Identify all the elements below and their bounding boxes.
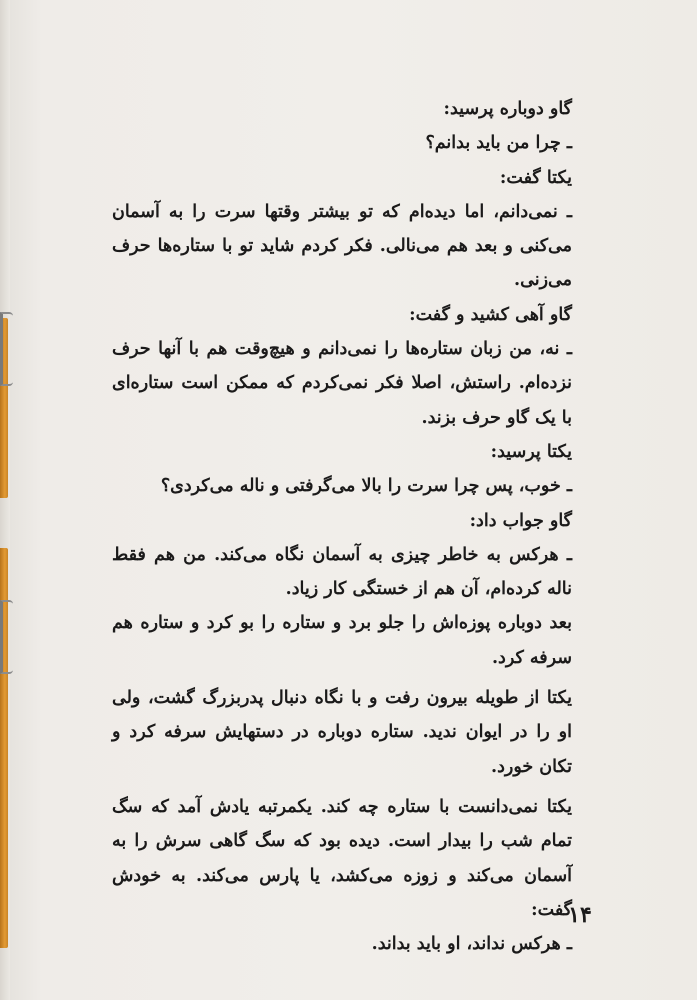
page-number: ۱۴ <box>568 902 592 928</box>
paragraph: یکتا از طویله بیرون رفت و با نگاه دنبال پدربزرگ گشت، ولی او را در ایوان ندید. ستاره دوباره در دستهایش سرفه کرد و تکان خورد. <box>112 688 572 777</box>
paragraph: یکتا پرسید: <box>490 441 572 462</box>
paragraph: ـ نمی‌دانم، اما دیده‌ام که تو بیشتر وقتها سرت را به آسمان می‌کنی و بعد هم می‌نالی. فکر کردم شاید تو با ستاره‌ها حرف می‌زنی. <box>112 201 572 291</box>
paragraph: گاو جواب داد: <box>469 510 572 531</box>
paragraph: گاو دوباره پرسید: <box>443 99 572 119</box>
staple-top <box>0 312 13 386</box>
story-text <box>112 92 572 961</box>
paragraph: ـ هرکس به خاطر چیزی به آسمان نگاه می‌کند. من هم فقط ناله کرده‌ام، آن هم از خستگی کار زیاد. <box>112 544 572 600</box>
paragraph: یکتا گفت: <box>499 167 572 188</box>
paragraph: ـ نه، من زبان ستاره‌ها را نمی‌دانم و هیچ‌وقت هم با آنها حرف نزده‌ام. راستش، اصلا فکر نمی‌کردم که ممکن است ستاره‌ای با یک گاو حرف بزند. <box>112 339 572 428</box>
paragraph: یکتا نمی‌دانست با ستاره چه کند. یکمرتبه یادش آمد که سگ تمام شب را بیدار است. دیده بود که سگ گاهی سرش را به آسمان می‌کند و زوزه می‌کشد، یا پارس می‌کند. به خودش گفت: <box>112 796 572 920</box>
staple-bottom <box>0 600 13 674</box>
paragraph: گاو آهی کشید و گفت: <box>409 304 572 325</box>
paragraph: ـ خوب، پس چرا سرت را بالا می‌گرفتی و ناله می‌کردی؟ <box>160 476 572 497</box>
paragraph: بعد دوباره پوزه‌اش را جلو برد و ستاره را بو کرد و ستاره هم سرفه کرد. <box>112 613 572 668</box>
paragraph: ـ هرکس نداند، او باید بداند. <box>371 934 572 955</box>
paragraph: ـ چرا من باید بدانم؟ <box>425 133 572 154</box>
